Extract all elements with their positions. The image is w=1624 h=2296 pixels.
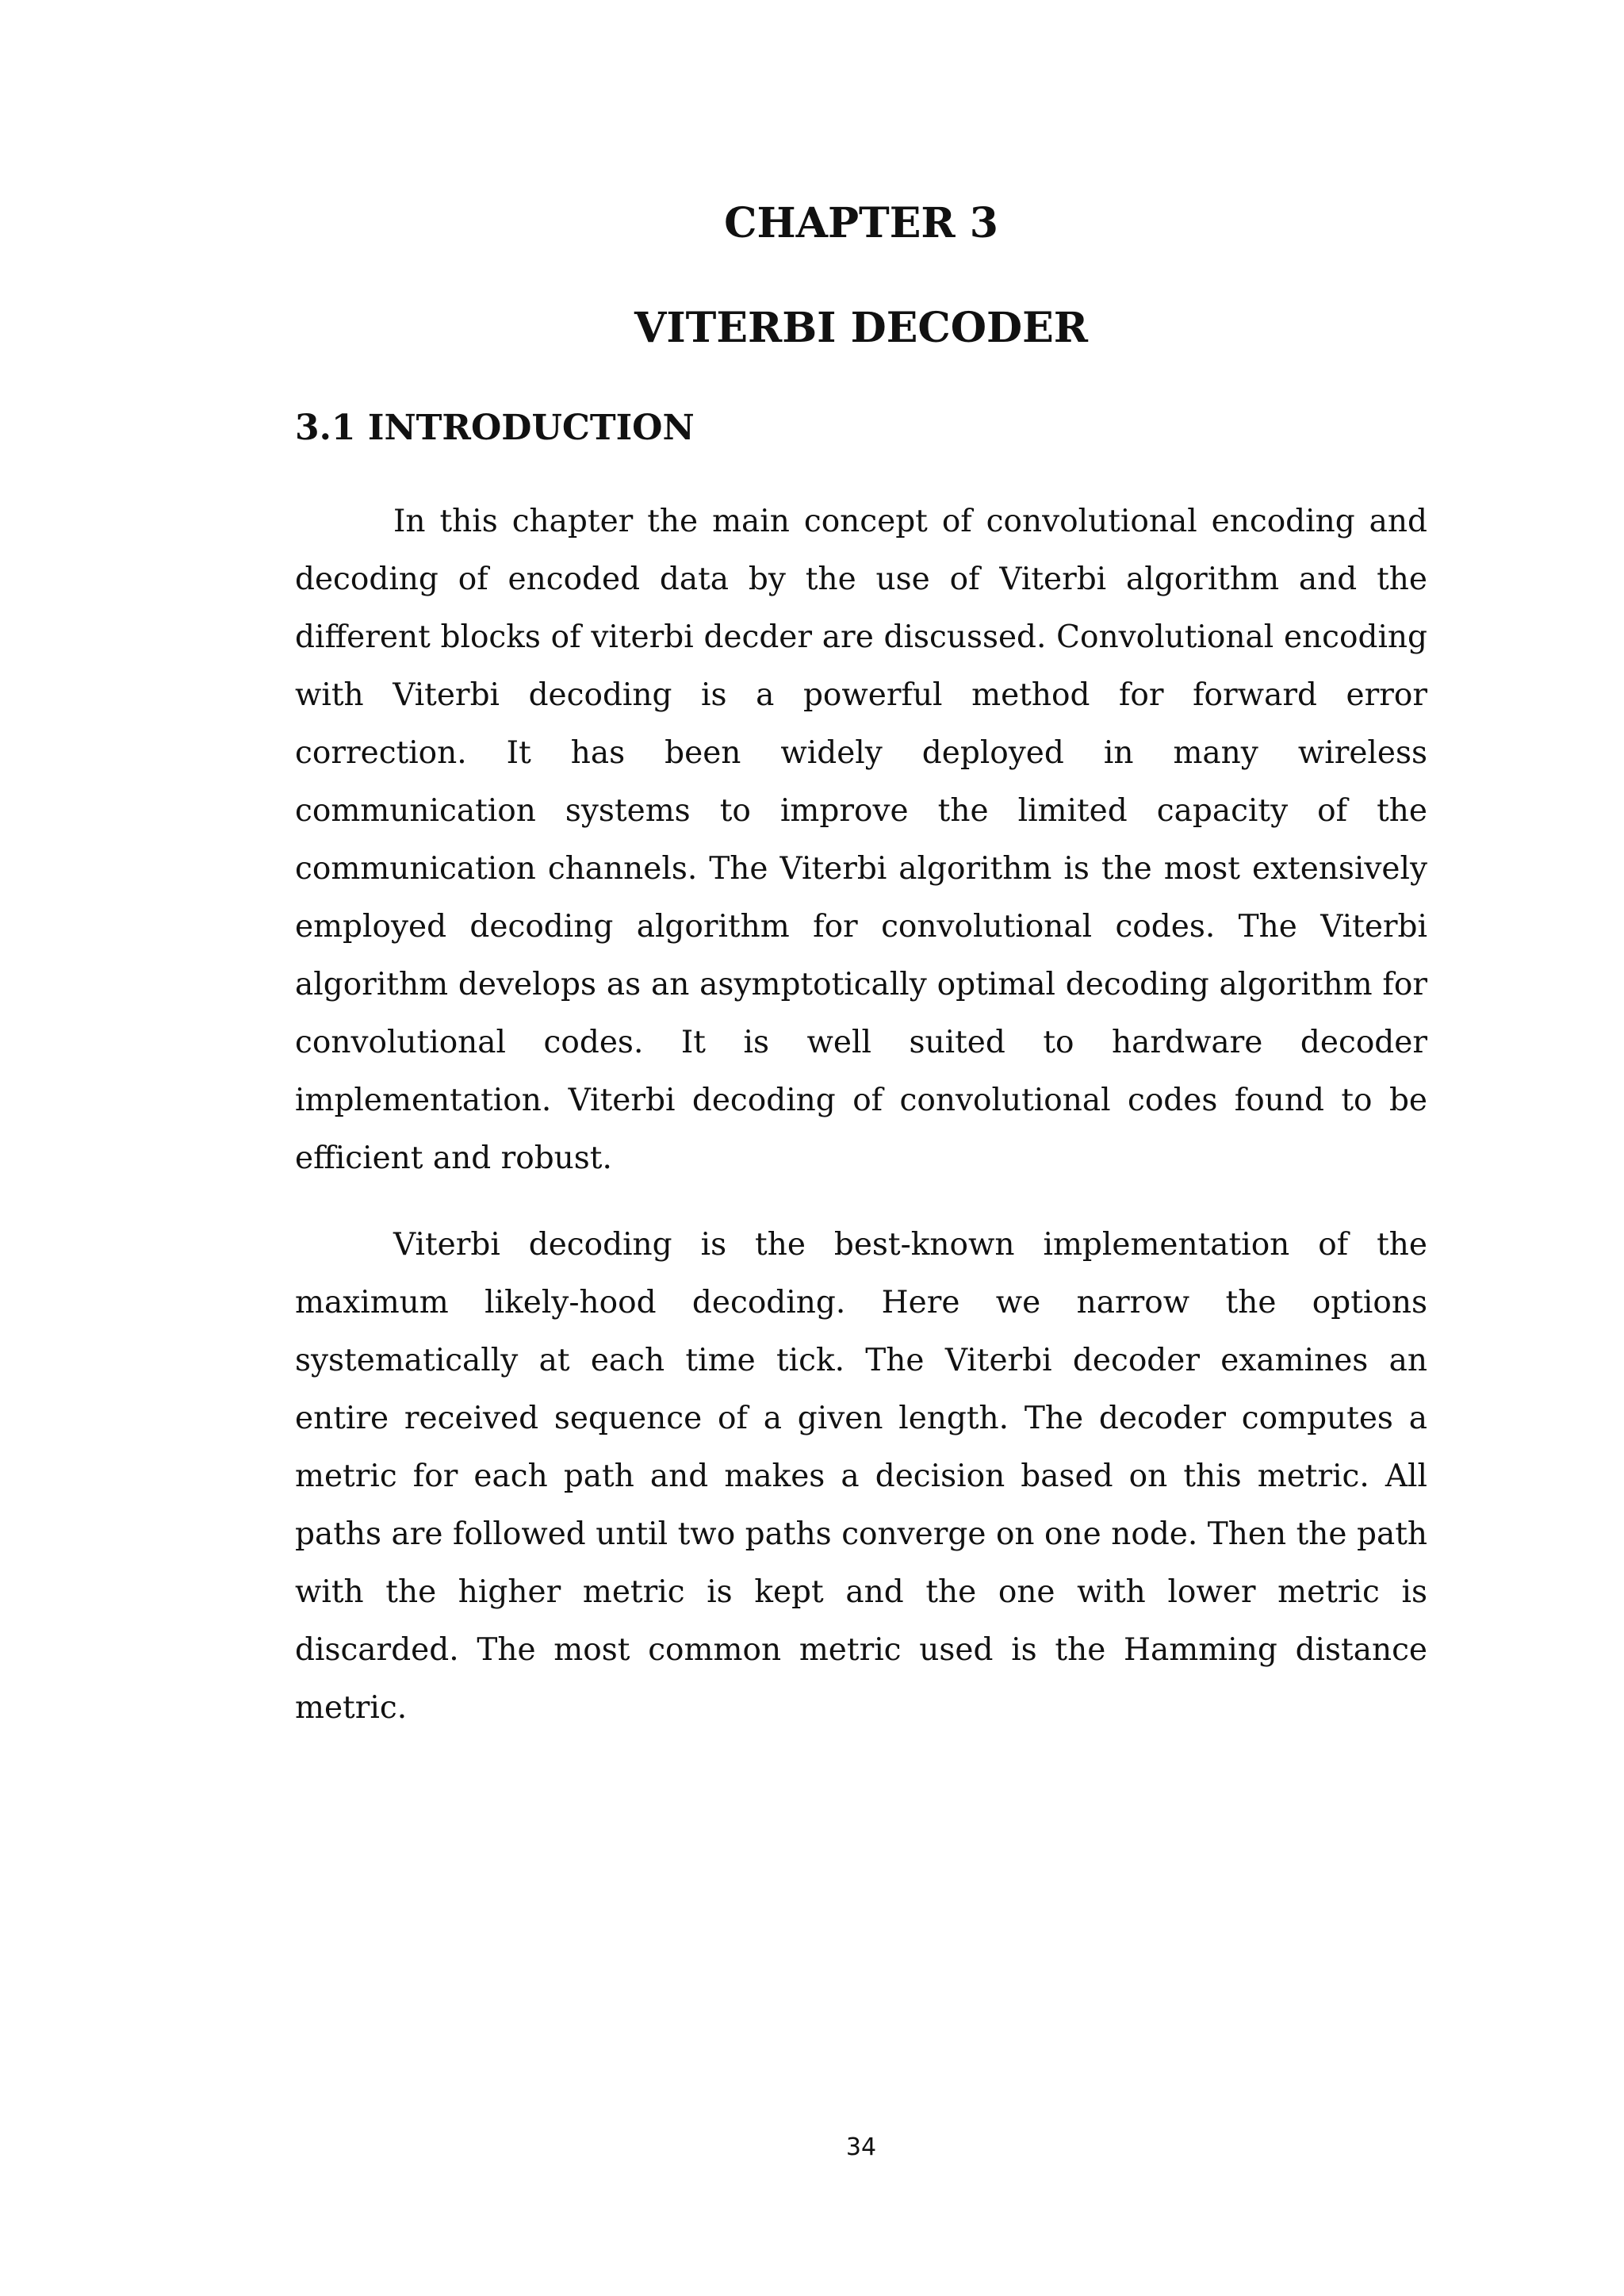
chapter-title: VITERBI DECODER [634,304,1088,352]
section-heading: 3.1 INTRODUCTION [295,408,695,448]
chapter-number-heading: CHAPTER 3 [724,199,998,247]
introduction-paragraph-1: In this chapter the main concept of convolutional encoding and decoding of encoded data by the use of Viterbi algorithm and the different blocks of viterbi decder are discussed. Convolutional encoding with Viterbi decoding is a powerful method for forward error correction. It has been widely deployed in many wireless communication systems to improve the limited capacity of the communication channels. The Viterbi algorithm is the most extensively employed decoding algorithm for convolutional codes. The Viterbi algorithm develops as an asymptotically optimal decoding algorithm for convolutional codes. It is well suited to hardware decoder implementation. Viterbi decoding of convolutional codes found to be efficient and robust. [295,504,1427,1176]
page-number: 34 [845,2133,877,2161]
introduction-paragraph-2: Viterbi decoding is the best-known implementation of the maximum likely-hood decoding. Here we narrow the options systematically at each time tick. The Viterbi decoder examines an entire received sequence of a given length. The decoder computes a metric for each path and makes a decision based on this metric. All paths are followed until two paths converge on one node. Then the path with the higher metric is kept and the one with lower metric is discarded. The most common metric used is the Hamming distance metric. [295,1227,1427,1726]
